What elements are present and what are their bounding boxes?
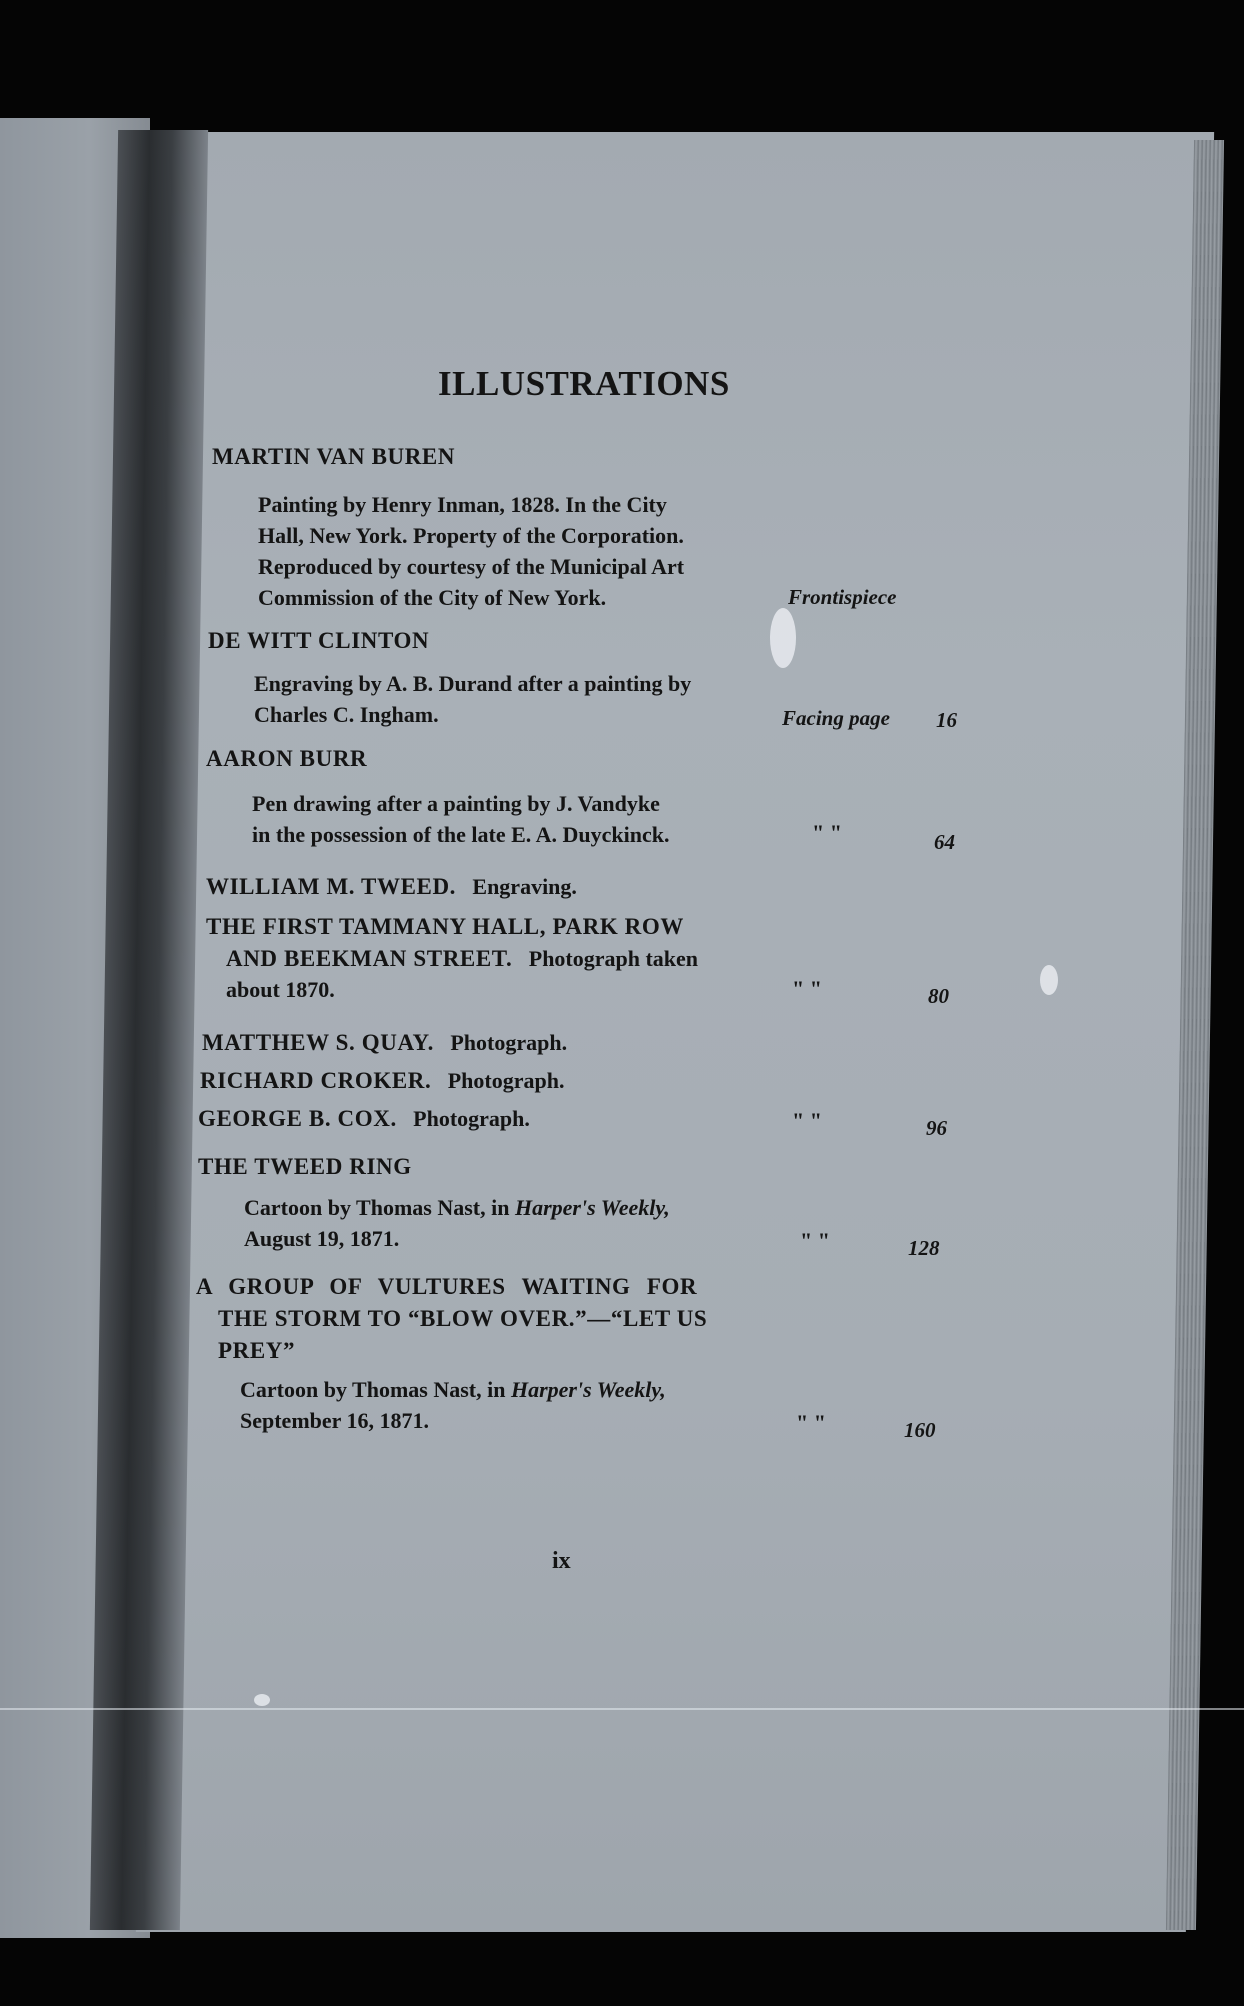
ditto-marks: " "	[796, 1410, 826, 1435]
page-title: ILLUSTRATIONS	[438, 364, 730, 403]
entry-description	[244, 1192, 670, 1254]
description-line: Charles C. Ingham.	[254, 702, 439, 727]
entry-suffix: Photograph.	[447, 1068, 565, 1093]
entry-heading: THE FIRST TAMMANY HALL, PARK ROW	[206, 914, 684, 939]
page-reference-label: Facing page	[782, 706, 890, 730]
page-reference: 160	[904, 1418, 936, 1442]
entry-heading: MARTIN VAN BUREN	[212, 444, 456, 469]
description-line: Commission of the City of New York.	[258, 585, 607, 610]
description-text: Cartoon by Thomas Nast, in	[244, 1195, 515, 1220]
page-number: ix	[552, 1548, 571, 1574]
entry-description	[252, 788, 669, 850]
description-line	[244, 1192, 670, 1223]
entry-heading-line2	[226, 946, 698, 972]
description-line: in the possession of the late E. A. Duyckinck.	[252, 822, 670, 847]
description-line: Pen drawing after a painting by J. Vandyke	[252, 791, 660, 816]
entry-suffix: Engraving.	[472, 874, 577, 899]
entry-heading: AARON BURR	[206, 746, 368, 771]
entry-heading	[206, 874, 577, 900]
description-line: Hall, New York. Property of the Corporation.	[258, 523, 684, 548]
entry-heading-text: AND BEEKMAN STREET.	[226, 946, 513, 971]
publication-title: Harper's Weekly,	[514, 1195, 670, 1220]
entry-suffix: Photograph.	[413, 1106, 530, 1131]
entry-heading-line3: PREY”	[218, 1338, 296, 1363]
entry-description	[240, 1374, 666, 1436]
entry-heading	[202, 1030, 567, 1056]
entry-heading: THE TWEED RING	[198, 1154, 412, 1179]
description-line: Reproduced by courtesy of the Municipal Art	[258, 554, 685, 579]
description-text: Cartoon by Thomas Nast, in	[240, 1377, 511, 1402]
page-reference: Frontispiece	[788, 585, 897, 609]
entry-heading-line2: THE STORM TO “BLOW OVER.”—“LET US	[218, 1306, 708, 1331]
description-line	[240, 1374, 666, 1405]
description-line: Painting by Henry Inman, 1828. In the City	[258, 492, 667, 517]
page-reference: 16	[936, 708, 957, 732]
entry-heading	[198, 1106, 530, 1132]
entry-heading	[200, 1068, 564, 1094]
ditto-marks: " "	[800, 1228, 830, 1253]
entry-heading-text: MATTHEW S. QUAY.	[202, 1030, 434, 1055]
entry-heading-text: WILLIAM M. TWEED.	[206, 874, 457, 899]
ditto-marks: " "	[792, 976, 822, 1001]
entry-heading-text: RICHARD CROKER.	[200, 1068, 432, 1093]
ditto-marks: " "	[792, 1108, 822, 1133]
entry-suffix: Photograph.	[450, 1030, 568, 1055]
page-reference: 128	[908, 1236, 940, 1260]
description-line: August 19, 1871.	[244, 1226, 400, 1251]
entry-description	[258, 489, 684, 613]
entry-heading-text: GEORGE B. COX.	[198, 1106, 397, 1131]
description-line: September 16, 1871.	[240, 1408, 430, 1433]
page-reference: 64	[934, 830, 955, 854]
entry-heading: DE WITT CLINTON	[208, 628, 430, 653]
entry-description	[254, 668, 691, 730]
entry-heading: A GROUP OF VULTURES WAITING FOR	[196, 1274, 698, 1299]
ditto-marks: " "	[812, 820, 842, 845]
description-line: Engraving by A. B. Durand after a painting by	[254, 671, 692, 696]
entry-suffix: Photograph taken	[528, 946, 699, 971]
publication-title: Harper's Weekly,	[510, 1377, 666, 1402]
page-reference: 80	[928, 984, 949, 1008]
entry-description: about 1870.	[226, 977, 335, 1002]
page-reference: 96	[926, 1116, 947, 1140]
